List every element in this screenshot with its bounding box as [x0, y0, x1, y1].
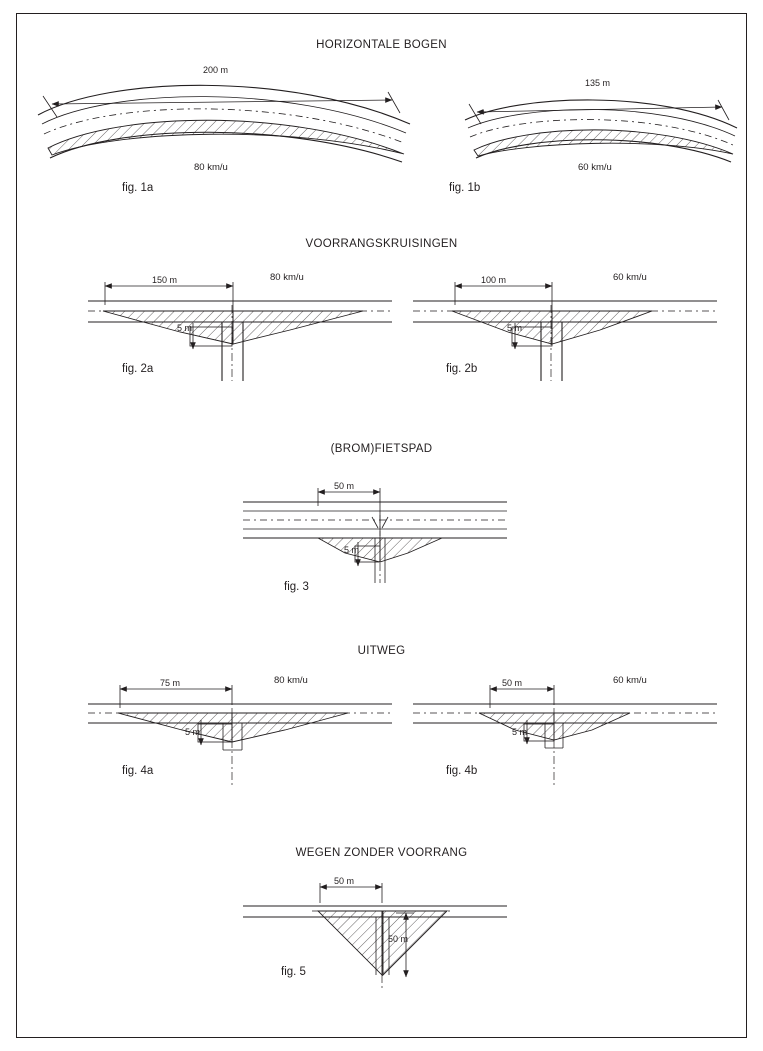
- offset-label-fig-4a: 5 m: [185, 727, 201, 737]
- dimension-label-fig-1a: 200 m: [203, 65, 229, 75]
- offset-label-fig-4b: 5 m: [512, 727, 528, 737]
- speed-label-fig-4a: 80 km/u: [274, 675, 308, 686]
- dimension-label-fig-1b: 135 m: [585, 78, 611, 88]
- vertical-dimension-label-fig-5: 50 m: [388, 934, 409, 944]
- figure-label-3: fig. 3: [284, 581, 309, 593]
- offset-label-fig-2a: 5 m: [177, 323, 193, 333]
- dimension-label-fig-4a: 75 m: [160, 678, 181, 688]
- dimension-label-fig-5: 50 m: [334, 876, 355, 886]
- dimension-label-fig-2b: 100 m: [481, 275, 507, 285]
- figure-label-2b: fig. 2b: [446, 363, 478, 375]
- section-title-uitweg: UITWEG: [357, 645, 406, 657]
- dimension-label-fig-4b: 50 m: [502, 678, 523, 688]
- dimension-label-fig-2a: 150 m: [152, 275, 178, 285]
- figure-1b-graphic: [465, 100, 737, 162]
- figure-label-4a: fig. 4a: [122, 765, 154, 777]
- speed-label-fig-1a: 80 km/u: [194, 162, 228, 173]
- speed-label-fig-2a: 80 km/u: [270, 272, 304, 283]
- figure-3-graphic: [243, 488, 507, 583]
- dimension-label-fig-3: 50 m: [334, 481, 355, 491]
- figure-label-5: fig. 5: [281, 966, 306, 978]
- figure-label-1a: fig. 1a: [122, 182, 154, 194]
- speed-label-fig-1b: 60 km/u: [578, 162, 612, 173]
- speed-label-fig-2b: 60 km/u: [613, 272, 647, 283]
- figure-label-4b: fig. 4b: [446, 765, 478, 777]
- section-title-wegen-zonder-voorrang: WEGEN ZONDER VOORRANG: [295, 847, 468, 859]
- figure-label-2a: fig. 2a: [122, 363, 154, 375]
- figure-1a-graphic: [38, 85, 410, 162]
- section-title-voorrangskruisingen: VOORRANGSKRUISINGEN: [305, 238, 458, 250]
- speed-label-fig-4b: 60 km/u: [613, 675, 647, 686]
- offset-label-fig-2b: 5 m: [507, 323, 523, 333]
- figure-label-1b: fig. 1b: [449, 182, 481, 194]
- section-title-bromfietspad: (BROM)FIETSPAD: [330, 443, 433, 455]
- offset-label-fig-3: 5 m: [344, 545, 360, 555]
- section-title-horizontale-bogen: HORIZONTALE BOGEN: [316, 39, 447, 51]
